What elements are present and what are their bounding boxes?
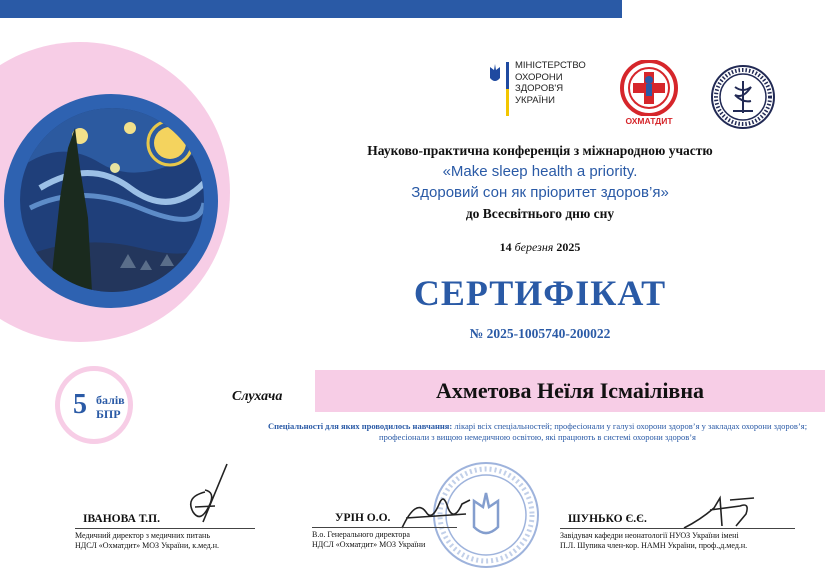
signatory-1-role: Медичний директор з медичних питань НДСЛ «Охматдит» МОЗ України, к.мед.н. (75, 531, 219, 550)
certificate-title: СЕРТИФІКАТ (413, 273, 667, 313)
signatory-3-name: ШУНЬКО Є.Є. (568, 513, 647, 525)
certificate-number: № 2025-1005740-200022 (469, 326, 611, 341)
specialties-list: лікарі всіх спеціальностей; професіонали у галузі охорони здоров’я у закладах охорони здоров’я; професіонали з вищою немедичною освітою, які працюють в системі охорони здоров’я (379, 421, 808, 442)
points-unit-line2: БПР (96, 407, 121, 421)
ministry-logo-text: МІНІСТЕРСТВО ОХОРОНИ ЗДОРОВ'Я УКРАЇНИ (515, 60, 586, 106)
conference-line-2: «Make sleep health a priority. (442, 163, 638, 180)
ministry-of-health-logo (488, 58, 598, 124)
signatory-1-name: ІВАНОВА Т.П. (83, 513, 160, 525)
conference-line-3: Здоровий сон як пріоритет здоров’я» (411, 184, 669, 201)
specialties-text (255, 421, 820, 443)
ohmatdyt-emblem-icon (617, 60, 681, 116)
trident-icon (488, 64, 502, 84)
signature-urin (396, 488, 476, 536)
university-seal-logo (711, 65, 775, 129)
recipient-role-label: Слухача (232, 389, 283, 404)
starry-night-image (20, 108, 204, 292)
signatory-2-line (312, 527, 457, 528)
points-value: 5 (73, 389, 87, 420)
signatory-1-line (75, 528, 255, 529)
conference-line-1: Науково-практична конференція з міжнародною участю (367, 143, 713, 158)
event-date (290, 240, 790, 255)
date-year: 2025 (556, 240, 581, 254)
date-month: березня (514, 240, 554, 254)
signatory-3-line (560, 528, 795, 529)
points-badge (55, 366, 133, 444)
university-seal-icon (711, 65, 775, 129)
points-unit (96, 393, 125, 421)
ohmatdyt-logo (617, 60, 681, 128)
ministry-logo-divider (506, 62, 509, 116)
date-day: 14 (499, 240, 512, 254)
signatory-3-role: Завідувач кафедри неонатології НУОЗ України імені П.Л. Шупика член-кор. НАМН України, проф.,д.мед.н. (560, 531, 748, 550)
recipient-name-box (315, 370, 825, 412)
top-accent-bar (0, 0, 622, 18)
specialties-label: Спеціальності для яких проводилось навчання: (267, 421, 453, 431)
signature-ivanova (175, 462, 235, 532)
signatory-2-role: В.о. Генерального директора НДСЛ «Охматдит» МОЗ України (312, 530, 426, 549)
recipient-name: Ахметова Неїля Ісмаілівна (435, 378, 704, 403)
signatory-2-name: УРІН О.О. (335, 512, 391, 524)
conference-line-4: до Всесвітнього дню сну (465, 206, 615, 221)
points-unit-line1: балів (96, 393, 125, 407)
ohmatdyt-logo-text: ОХМАТДИТ (625, 116, 673, 126)
